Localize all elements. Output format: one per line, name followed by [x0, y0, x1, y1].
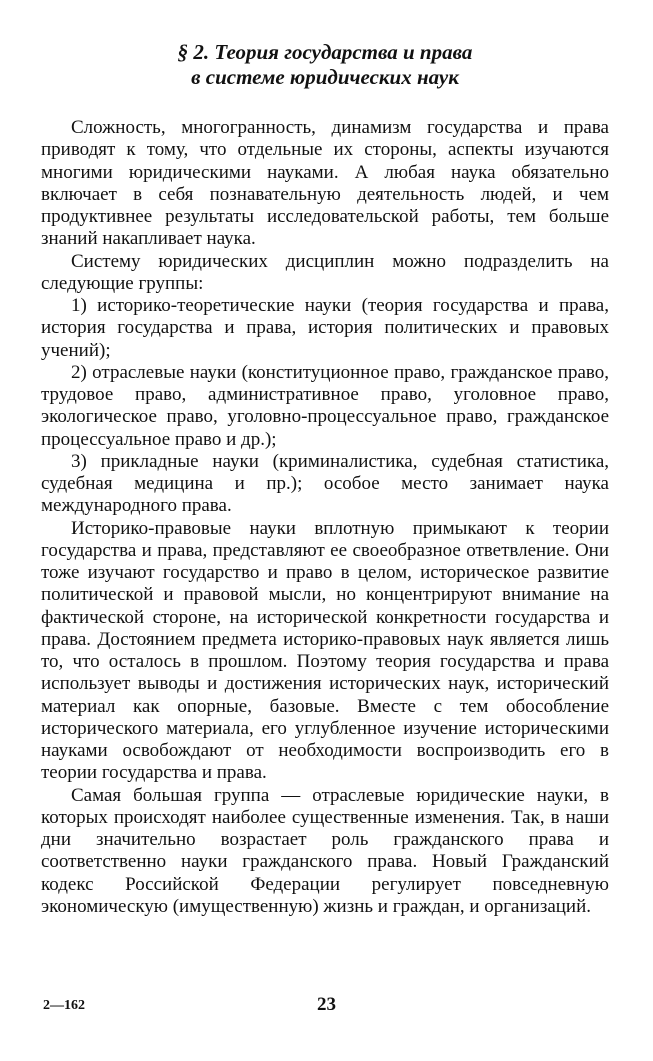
section-heading-line-2: в системе юридических наук [191, 65, 459, 89]
paragraph-group-3: 3) прикладные науки (криминалистика, судебная статистика, судебная медицина и пр.); особое место занимает наука международного права. [41, 450, 609, 517]
page-number: 23 [317, 994, 336, 1015]
section-heading [41, 40, 609, 90]
paragraph-branch-sciences: Самая большая группа — отраслевые юридические науки, в которых происходят наиболее существенные изменения. Так, в наши дни значительно возрастает роль гражданского права и соответственно науки гражданского права. Новый Гражданский кодекс Российской Федерации регулирует повседневную экономическую (имущественную) жизнь и граждан, и организаций. [41, 784, 609, 917]
paragraph-intro: Сложность, многогранность, динамизм государства и права приводят к тому, что отдельные их стороны, аспекты изучаются многими юридическими науками. А любая наука обязательно включает в себя познавательную деятельность людей, и чем продуктивнее результаты исследовательской работы, тем больше знаний накапливает наука. [41, 117, 609, 250]
body-text [41, 117, 609, 918]
paragraph-group-1: 1) историко-теоретические науки (теория государства и права, история государства и права, история политических и правовых учений); [41, 295, 609, 361]
paragraph-groups-lead: Систему юридических дисциплин можно подразделить на следующие группы: [41, 250, 609, 294]
section-heading-line-1: § 2. Теория государства и права [177, 40, 473, 64]
printer-signature: 2—162 [43, 998, 85, 1013]
paragraph-group-2: 2) отраслевые науки (конституционное право, гражданское право, трудовое право, административное право, уголовное право, экологическое право, уголовно-процессуальное право, гражданское процессуальное право и др.); [41, 361, 609, 450]
paragraph-historical-sciences: Историко-правовые науки вплотную примыкают к теории государства и права, представляют ее своеобразное ответвление. Они тоже изучают государство и право в целом, историческое развитие политической и правовой мысли, но концентрируют внимание на фактической стороне, на исторической конкретности государства и права. Достоянием предмета историко-правовых наук является лишь то, что осталось в прошлом. Поэтому теория государства и права использует выводы и достижения исторических наук, исторический материал как опорные, базовые. Вместе с тем обособление исторического материала, его углубленное изучение историческими науками освобождают от необходимости воспроизводить его в теории государства и права. [41, 517, 609, 784]
document-page [41, 40, 609, 918]
